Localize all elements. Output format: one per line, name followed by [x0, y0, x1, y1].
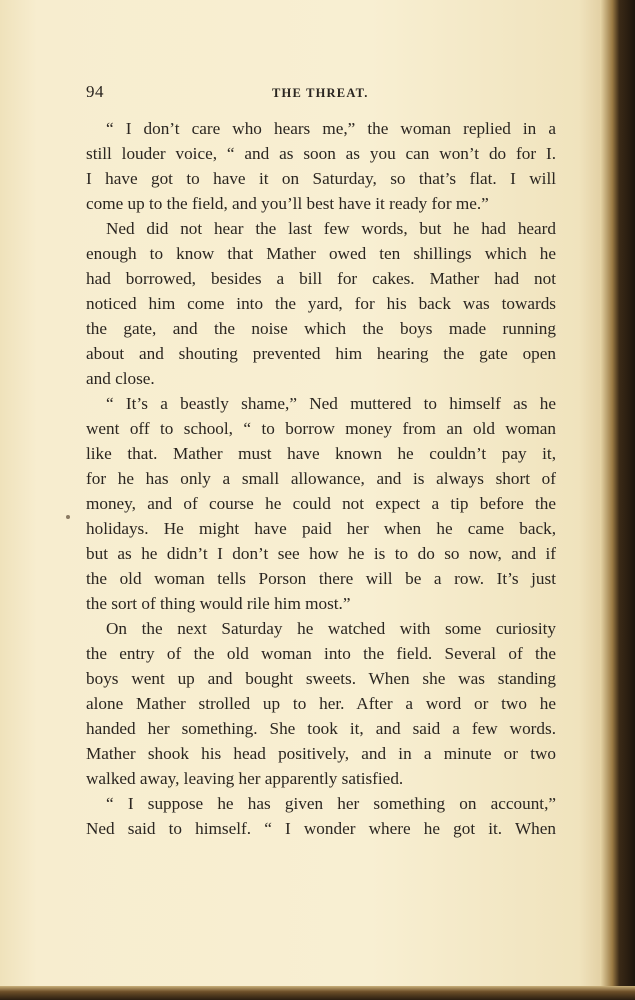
book-edge-bottom [0, 986, 635, 1000]
text-line: “ It’s a beastly shame,” Ned muttered to himself as he [106, 394, 556, 413]
book-edge-right [600, 0, 635, 1000]
page-header [86, 82, 556, 108]
text-line: holidays. He might have paid her when he came back, [86, 519, 556, 538]
text-line: had borrowed, besides a bill for cakes. Mather had not [86, 269, 556, 288]
text-line: went off to school, “ to borrow money from an old woman [86, 419, 556, 438]
text-line: the entry of the old woman into the field. Several of the [86, 644, 556, 663]
text-line: “ I don’t care who hears me,” the woman replied in a [106, 119, 556, 138]
text-line: for he has only a small allowance, and is always short of [86, 469, 556, 488]
body-text [86, 116, 556, 841]
text-line: Mather shook his head positively, and in a minute or two [86, 744, 556, 763]
text-line: still louder voice, “ and as soon as you can won’t do for I. [86, 144, 556, 163]
text-line: Ned did not hear the last few words, but he had heard [106, 219, 556, 238]
text-line: I have got to have it on Saturday, so that’s flat. I will [86, 169, 556, 188]
text-line: about and shouting prevented him hearing the gate open [86, 344, 556, 363]
text-line: the sort of thing would rile him most.” [86, 594, 351, 613]
text-line: come up to the field, and you’ll best have it ready for me.” [86, 194, 489, 213]
text-line: boys went up and bought sweets. When she was standing [86, 669, 556, 688]
text-line: “ I suppose he has given her something on account,” [106, 794, 556, 813]
page-number: 94 [86, 82, 104, 101]
running-title: THE THREAT. [272, 86, 369, 100]
text-line: walked away, leaving her apparently satisfied. [86, 769, 404, 788]
margin-mark [66, 515, 70, 519]
text-line: money, and of course he could not expect a tip before the [86, 494, 556, 513]
text-line: like that. Mather must have known he couldn’t pay it, [86, 444, 556, 463]
text-line: but as he didn’t I don’t see how he is to do so now, and if [86, 544, 556, 563]
text-line: the gate, and the noise which the boys made running [86, 319, 556, 338]
text-line: Ned said to himself. “ I wonder where he got it. When [86, 819, 556, 838]
text-line: On the next Saturday he watched with some curiosity [106, 619, 556, 638]
text-line: the old woman tells Porson there will be a row. It’s just [86, 569, 556, 588]
text-line: enough to know that Mather owed ten shillings which he [86, 244, 556, 263]
text-line: noticed him come into the yard, for his back was towards [86, 294, 556, 313]
text-line: handed her something. She took it, and said a few words. [86, 719, 556, 738]
text-line: and close. [86, 369, 155, 388]
text-line: alone Mather strolled up to her. After a word or two he [86, 694, 556, 713]
